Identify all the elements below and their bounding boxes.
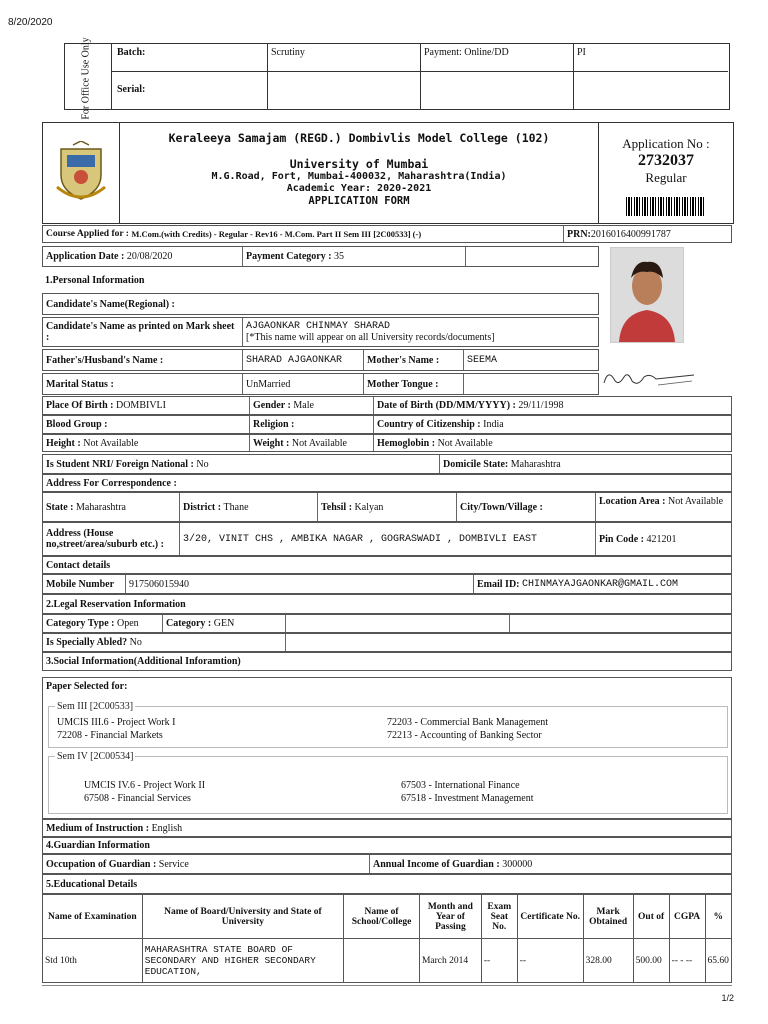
dob-value: 29/11/1998 — [518, 400, 564, 411]
height-label: Height : — [46, 437, 81, 449]
occupation-label: Occupation of Guardian : — [46, 858, 157, 870]
tongue-value — [463, 374, 600, 394]
marital-label-cell — [43, 374, 242, 394]
education-section-row — [42, 874, 732, 894]
mother-label: Mother's Name : — [367, 354, 440, 366]
state-row — [42, 492, 732, 522]
edu-header: Exam Seat No. — [481, 895, 517, 939]
batch-label: Batch: — [117, 47, 146, 58]
abled-row — [42, 633, 732, 652]
course-cell — [43, 226, 563, 242]
empty-cell — [465, 247, 600, 266]
legal-section-title: 2.Legal Reservation Information — [46, 598, 186, 610]
state-cell — [43, 493, 179, 521]
occupation-value: Service — [158, 858, 189, 870]
address-section-title: Address For Correspondence : — [46, 477, 177, 489]
weight-cell — [249, 435, 373, 451]
app-date-value: 20/08/2020 — [126, 251, 173, 262]
email-label: Email ID: — [477, 578, 520, 590]
nri-row — [42, 454, 732, 474]
address-section-row — [42, 474, 732, 492]
contact-section-row — [42, 556, 732, 574]
state-label: State : — [46, 501, 74, 513]
nri-label: Is Student NRI/ Foreign National : — [46, 458, 194, 470]
legal-section-row — [42, 594, 732, 614]
sem4-paper: UMCIS IV.6 - Project Work II — [84, 780, 206, 791]
marital-value: UnMarried — [242, 374, 363, 394]
sem4-paper: 67508 - Financial Services — [84, 793, 191, 804]
city-label: City/Town/Village : — [460, 501, 543, 513]
abled-cell — [43, 634, 285, 651]
marital-label: Marital Status : — [46, 378, 114, 390]
category-label: Category : — [166, 618, 212, 629]
father-label-cell — [43, 350, 242, 370]
guardian-row — [42, 854, 732, 874]
religion-cell — [249, 416, 373, 433]
name-mark-label: Candidate's Name as printed on Mark sheet : — [46, 321, 235, 343]
app-date-label: Application Date : — [46, 251, 125, 262]
course-row — [42, 225, 732, 243]
office-divider — [573, 44, 574, 109]
name-note: [*This name will appear on all University records/documents] — [246, 332, 495, 343]
academic-year: Academic Year: 2020-2021 — [286, 183, 432, 194]
nri-value: No — [196, 458, 209, 470]
office-divider — [267, 44, 268, 109]
tehsil-label: Tehsil : — [321, 501, 353, 513]
district-cell — [179, 493, 317, 521]
education-section-title: 5.Educational Details — [46, 878, 138, 890]
edu-header: Mark Obtained — [583, 895, 633, 939]
height-value: Not Available — [83, 437, 139, 449]
abled-value: No — [129, 637, 142, 648]
pin-value: 421201 — [646, 533, 677, 545]
parents-row — [42, 349, 599, 371]
occupation-cell — [43, 855, 369, 873]
empty-cell — [285, 615, 509, 632]
income-cell — [369, 855, 733, 873]
edu-header: CGPA — [669, 895, 705, 939]
father-label: Father's/Husband's Name : — [46, 354, 164, 366]
guardian-section-title: 4.Guardian Information — [46, 840, 150, 851]
email-value: CHINMAYAJGAONKAR@GMAIL.COM — [522, 578, 679, 590]
page-bottom-rule — [42, 985, 732, 986]
papers-label: Paper Selected for: — [46, 681, 128, 692]
citizenship-value: India — [483, 419, 504, 430]
state-value: Maharashtra — [76, 501, 126, 513]
income-label: Annual Income of Guardian : — [373, 858, 500, 870]
district-label: District : — [183, 501, 222, 513]
payment-category-label: Payment Category : — [246, 251, 332, 262]
birth-place-value: DOMBIVLI — [115, 400, 166, 411]
candidate-photo — [610, 247, 684, 343]
hemo-value: Not Available — [437, 437, 493, 449]
category-row — [42, 614, 732, 633]
location-cell — [595, 493, 733, 521]
birth-place-cell — [43, 397, 249, 414]
name-mark-label-cell — [43, 318, 242, 346]
edu-cell: March 2014 — [419, 939, 481, 983]
abled-label: Is Specially Abled? — [46, 637, 128, 648]
medium-label: Medium of Instruction : — [46, 822, 150, 834]
edu-cell: MAHARASHTRA STATE BOARD OF SECONDARY AND HIGHER SECONDARY EDUCATION, — [142, 939, 343, 983]
house-label-cell — [43, 523, 179, 555]
name-mark-row — [42, 317, 599, 347]
sem3-fieldset — [48, 701, 728, 748]
name-regional-cell — [43, 294, 242, 314]
edu-cell: -- — [481, 939, 517, 983]
university-name: University of Mumbai — [289, 157, 429, 171]
pin-cell — [595, 523, 733, 555]
weight-label: Weight : — [253, 437, 290, 449]
edu-cell: 328.00 — [583, 939, 633, 983]
course-value: M.Com.(with Credits) - Regular - Rev16 - M.Com. Part II Sem III [2C00533] (-) — [131, 228, 422, 239]
social-section-title: 3.Social Information(Additional Inforamtion) — [46, 656, 241, 667]
sem4-paper: 67503 - International Finance — [401, 780, 520, 791]
gender-label: Gender : — [253, 400, 291, 411]
name-mark-value-cell — [242, 318, 600, 346]
citizenship-cell — [373, 416, 733, 433]
tongue-label: Mother Tongue : — [367, 378, 439, 390]
father-value: SHARAD AJGAONKAR — [242, 350, 363, 370]
signature-icon — [598, 365, 698, 393]
cat-type-value: Open — [117, 618, 139, 629]
college-name: Keraleeya Samajam (REGD.) Dombivlis Model College (102) — [168, 131, 550, 145]
edu-header: % — [705, 895, 731, 939]
name-regional-label: Candidate's Name(Regional) : — [46, 298, 175, 310]
edu-header: Certificate No. — [517, 895, 583, 939]
district-value: Thane — [223, 501, 249, 513]
personal-section-row — [42, 269, 599, 291]
medium-cell — [43, 820, 733, 836]
mobile-value: 917506015940 — [125, 575, 473, 593]
prn-cell — [563, 226, 733, 242]
office-use-table — [64, 37, 730, 120]
mother-label-cell — [363, 350, 463, 370]
blood-label: Blood Group : — [46, 419, 108, 430]
social-section-row — [42, 652, 732, 671]
app-date-row — [42, 246, 599, 267]
edu-cell: -- — [517, 939, 583, 983]
mobile-label: Mobile Number — [46, 578, 115, 590]
payment-label: Payment: Online/DD — [424, 47, 509, 58]
city-cell — [456, 493, 595, 521]
pi-label: PI — [577, 47, 586, 58]
edu-cell — [344, 939, 420, 983]
nri-cell — [43, 455, 439, 473]
app-date-cell — [43, 247, 242, 266]
course-label: Course Applied for : — [46, 228, 129, 239]
citizenship-label: Country of Citizenship : — [377, 419, 481, 430]
email-cell — [473, 575, 733, 593]
sem3-paper: 72208 - Financial Markets — [57, 730, 163, 741]
guardian-section-row — [42, 837, 732, 854]
height-row — [42, 434, 732, 452]
medium-row — [42, 819, 732, 837]
university-logo-icon — [53, 141, 109, 205]
page-number: 1/2 — [721, 993, 734, 1003]
birth-row — [42, 396, 732, 415]
table-row — [43, 939, 732, 983]
empty-cell — [285, 634, 733, 651]
house-label: Address (House no,street/area/suburb etc.) : — [46, 528, 164, 550]
personal-section-title: 1.Personal Information — [45, 274, 145, 286]
height-cell — [43, 435, 249, 451]
payment-category-value: 35 — [334, 251, 345, 262]
edu-cell: 500.00 — [633, 939, 669, 983]
education-table — [42, 894, 732, 983]
prn-label: PRN: — [567, 228, 591, 240]
domicile-label: Domicile State: — [443, 458, 509, 470]
edu-cell: -- - -- — [669, 939, 705, 983]
dob-cell — [373, 397, 733, 414]
sem3-legend: Sem III [2C00533] — [57, 701, 134, 712]
sem4-fieldset — [48, 751, 728, 814]
office-use-label: For Office Use Only — [80, 37, 92, 120]
contact-section-title: Contact details — [46, 559, 111, 571]
domicile-value: Maharashtra — [510, 458, 561, 470]
barcode-icon — [626, 197, 706, 216]
university-address: M.G.Road, Fort, Mumbai-400032, Maharashtra(India) — [211, 171, 507, 182]
hemo-cell — [373, 435, 733, 451]
category-value: GEN — [213, 618, 235, 629]
education-header-row — [43, 895, 732, 939]
gender-value: Male — [293, 400, 314, 411]
income-value: 300000 — [502, 858, 533, 870]
birth-place-label: Place Of Birth : — [46, 400, 114, 411]
serial-label: Serial: — [117, 84, 146, 95]
application-type: Regular — [645, 170, 687, 185]
contact-row — [42, 574, 732, 594]
tehsil-value: Kalyan — [354, 501, 384, 513]
house-value: 3/20, VINIT CHS , AMBIKA NAGAR , GOGRASWADI , DOMBIVLI EAST — [179, 523, 595, 555]
prn-value: 2016016400991787 — [590, 228, 671, 240]
tongue-label-cell — [363, 374, 463, 394]
scrutiny-label: Scrutiny — [271, 47, 305, 58]
sem4-paper: 67518 - Investment Management — [401, 793, 534, 804]
print-date: 8/20/2020 — [8, 17, 53, 28]
cat-type-label: Category Type : — [46, 618, 115, 629]
hemo-label: Hemoglobin : — [377, 437, 436, 449]
logo-cell — [43, 123, 120, 223]
application-number-label: Application No : — [622, 136, 710, 151]
weight-value: Not Available — [291, 437, 347, 449]
domicile-cell — [439, 455, 733, 473]
mother-value: SEEMA — [463, 350, 600, 370]
location-label: Location Area : — [599, 496, 666, 507]
mobile-label-cell — [43, 575, 125, 593]
sem3-paper: 72203 - Commercial Bank Management — [387, 717, 549, 728]
application-number: 2732037 — [638, 152, 694, 169]
location-value: Not Available — [667, 496, 724, 507]
name-mark-value: AJGAONKAR CHINMAY SHARAD — [246, 321, 391, 332]
dob-label: Date of Birth (DD/MM/YYYY) : — [377, 400, 516, 411]
edu-cell: Std 10th — [43, 939, 143, 983]
candidate-photo-icon — [611, 248, 683, 342]
sem3-paper: UMCIS III.6 - Project Work I — [57, 717, 176, 728]
edu-header: Month and Year of Passing — [419, 895, 481, 939]
edu-header: Name of Examination — [43, 895, 143, 939]
religion-label: Religion : — [253, 419, 295, 430]
edu-header: Name of School/College — [344, 895, 420, 939]
empty-cell — [509, 615, 733, 632]
marital-row — [42, 373, 599, 395]
tehsil-cell — [317, 493, 456, 521]
category-cell — [162, 615, 285, 632]
house-row — [42, 522, 732, 556]
gender-cell — [249, 397, 373, 414]
office-divider — [420, 44, 421, 109]
sem4-legend: Sem IV [2C00534] — [57, 751, 134, 762]
edu-header: Out of — [633, 895, 669, 939]
cat-type-cell — [43, 615, 162, 632]
office-divider — [111, 44, 113, 109]
edu-cell: 65.60 — [705, 939, 731, 983]
sem3-paper: 72213 - Accounting of Banking Sector — [387, 730, 542, 741]
form-title: APPLICATION FORM — [308, 195, 410, 207]
blood-row — [42, 415, 732, 434]
name-regional-row — [42, 293, 599, 315]
medium-value: English — [151, 822, 183, 834]
edu-header: Name of Board/University and State of University — [142, 895, 343, 939]
blood-cell — [43, 416, 249, 433]
payment-category-cell — [242, 247, 465, 266]
pin-label: Pin Code : — [599, 533, 644, 545]
